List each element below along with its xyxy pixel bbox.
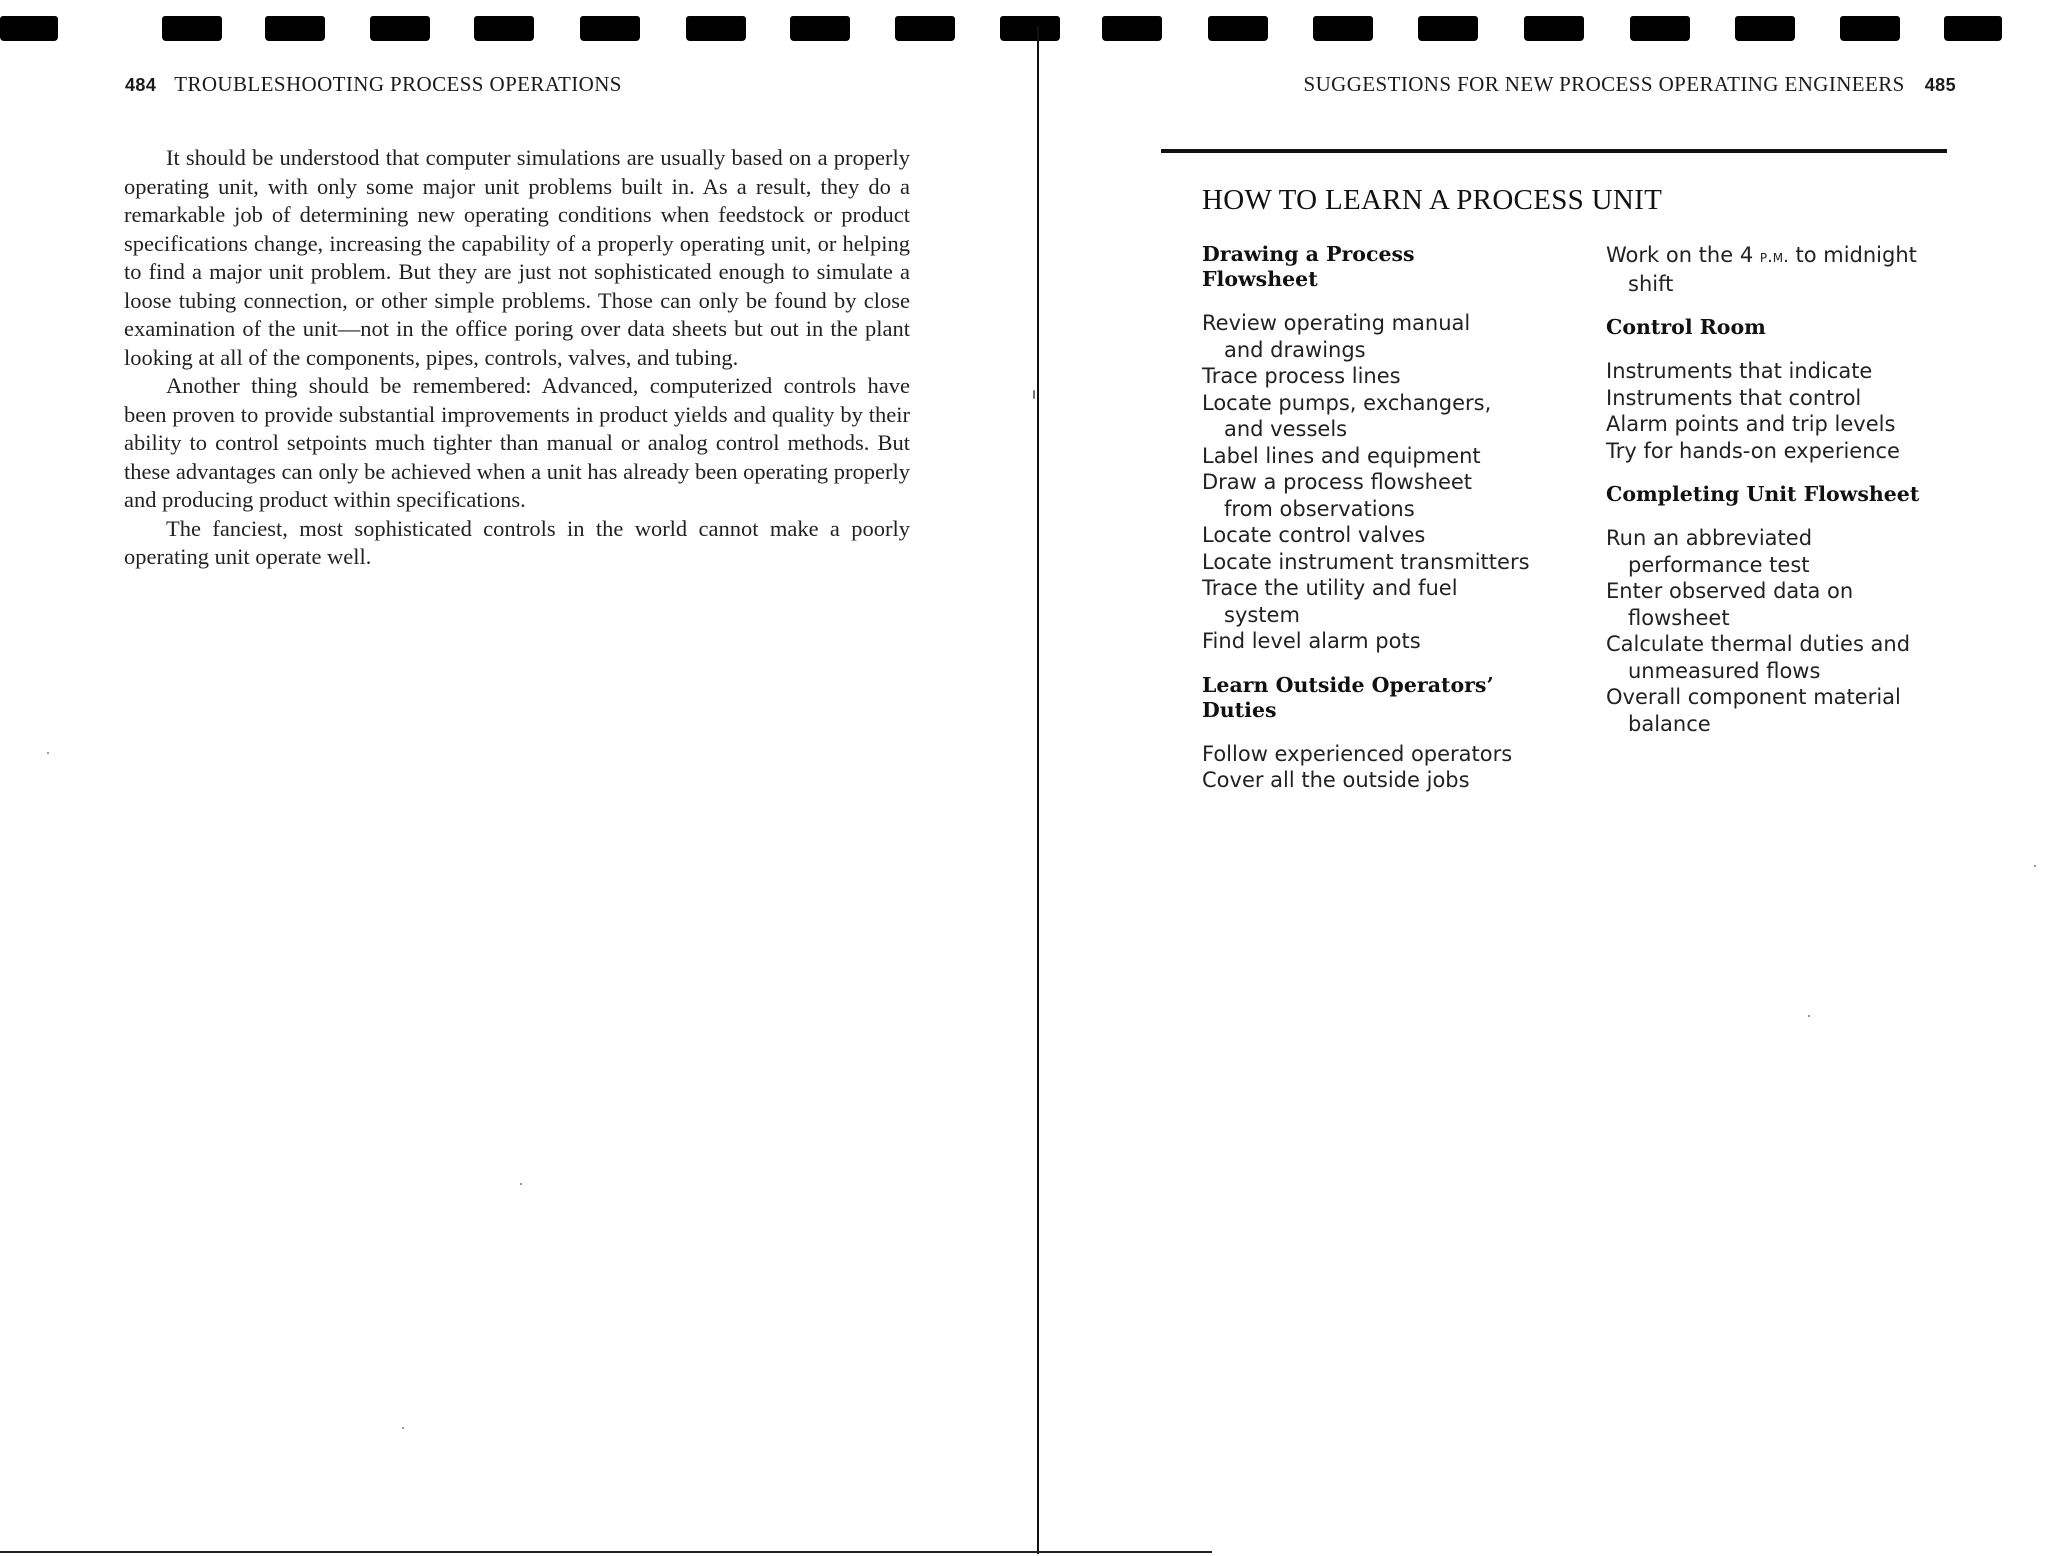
list-item: Locate pumps, exchangers, and vessels xyxy=(1202,390,1492,441)
list-item: Review operating manual and drawings xyxy=(1202,311,1471,362)
section-heading: Completing Unit Flowsheet xyxy=(1606,482,1920,506)
list-item: Trace process lines xyxy=(1202,364,1401,388)
checklist xyxy=(1202,741,1582,794)
list-item: Cover all the outside jobs xyxy=(1202,768,1470,792)
list-item: Calculate thermal duties and unmeasured flows xyxy=(1606,632,1911,683)
scan-speck xyxy=(1033,390,1035,399)
binding-hole xyxy=(162,16,222,41)
binding-hole xyxy=(790,16,850,41)
binding-hole xyxy=(895,16,955,41)
checklist-intro xyxy=(1606,242,1966,297)
body-paragraph: It should be understood that computer simulations are usually based on a properly operating unit, with only some major unit problems built in. As a result, they do a remarkable job of determining new operating conditions when feedstock or product specifications change, increasing the capability of a properly operating unit, or helping to find a major unit problem. But they are just not sophisticated enough to simulate a loose tubing connection, or other simple problems. Those can only be found by close examination of the unit—not in the office poring over data sheets but out in the plant looking at all of the components, pipes, controls, valves, and tubing. xyxy=(124,145,910,370)
list-item: Work on the 4 p.m. to midnight shift xyxy=(1606,243,1917,296)
page-number: 485 xyxy=(1924,75,1956,95)
binding-hole xyxy=(1102,16,1162,41)
binding-hole xyxy=(0,16,58,41)
list-item: Find level alarm pots xyxy=(1202,629,1421,653)
list-item: Follow experienced operators xyxy=(1202,741,1513,766)
binding-hole xyxy=(1840,16,1900,41)
list-item: Trace the utility and fuel system xyxy=(1202,576,1458,627)
binding-hole xyxy=(580,16,640,41)
binding-hole xyxy=(474,16,534,41)
box-top-rule xyxy=(1161,149,1947,153)
running-head-title: TROUBLESHOOTING PROCESS OPERATIONS xyxy=(174,72,622,96)
checklist xyxy=(1606,525,1966,737)
spiral-binding-holes xyxy=(0,0,2048,40)
section-heading: Learn Outside Operators’ Duties xyxy=(1202,672,1494,722)
scan-speck xyxy=(2034,865,2036,867)
list-item: Overall component material balance xyxy=(1606,685,1901,736)
binding-hole xyxy=(1208,16,1268,41)
list-item: Enter observed data on flowsheet xyxy=(1606,579,1854,630)
binding-hole xyxy=(370,16,430,41)
section-heading: Control Room xyxy=(1606,315,1766,339)
binding-hole xyxy=(1735,16,1795,41)
binding-hole xyxy=(1944,16,2002,41)
body-paragraph: Another thing should be remembered: Advanced, computerized controls have been proven to provide substantial improvements in product yields and quality by their ability to control setpoints much tighter than manual or analog control methods. But these advantages can only be achieved when a unit has already been operating properly and producing product within specifications. xyxy=(124,373,910,512)
scan-speck xyxy=(520,1183,522,1185)
page-number: 484 xyxy=(125,75,157,95)
list-item: Label lines and equipment xyxy=(1202,443,1481,468)
binding-hole xyxy=(1000,16,1060,41)
left-running-head xyxy=(125,72,622,97)
binding-hole xyxy=(1630,16,1690,41)
checklist xyxy=(1606,358,1966,464)
binding-hole xyxy=(265,16,325,41)
scan-speck xyxy=(1808,1015,1810,1017)
list-item: Alarm points and trip levels xyxy=(1606,412,1896,436)
binding-hole xyxy=(1313,16,1373,41)
list-item: Run an abbreviated performance test xyxy=(1606,526,1813,577)
checklist-column-left xyxy=(1202,242,1582,812)
binding-hole xyxy=(1524,16,1584,41)
box-title: HOW TO LEARN A PROCESS UNIT xyxy=(1202,184,1663,216)
list-item: Try for hands-on experience xyxy=(1606,438,1900,463)
checklist xyxy=(1202,310,1582,655)
running-head-title: SUGGESTIONS FOR NEW PROCESS OPERATING ENGINEERS xyxy=(1303,72,1905,96)
list-item: Locate control valves xyxy=(1202,523,1426,547)
list-item: Locate instrument transmitters xyxy=(1202,549,1530,574)
scan-speck xyxy=(402,1427,404,1429)
checklist-column-right xyxy=(1606,242,1966,755)
list-item: Instruments that indicate xyxy=(1606,359,1873,383)
list-item: Instruments that control xyxy=(1606,385,1862,410)
left-page-body xyxy=(124,144,910,572)
binding-hole xyxy=(686,16,746,41)
bottom-edge-line xyxy=(0,1551,1212,1553)
page-gutter-line xyxy=(1037,26,1039,1554)
section-heading: Drawing a Process Flowsheet xyxy=(1202,242,1415,291)
list-item: Draw a process flowsheet from observations xyxy=(1202,470,1473,521)
body-paragraph: The fanciest, most sophisticated controls in the world cannot make a poorly operating unit operate well. xyxy=(124,515,910,569)
scan-speck xyxy=(47,752,49,754)
binding-hole xyxy=(1418,16,1478,41)
right-running-head xyxy=(1304,72,1956,97)
